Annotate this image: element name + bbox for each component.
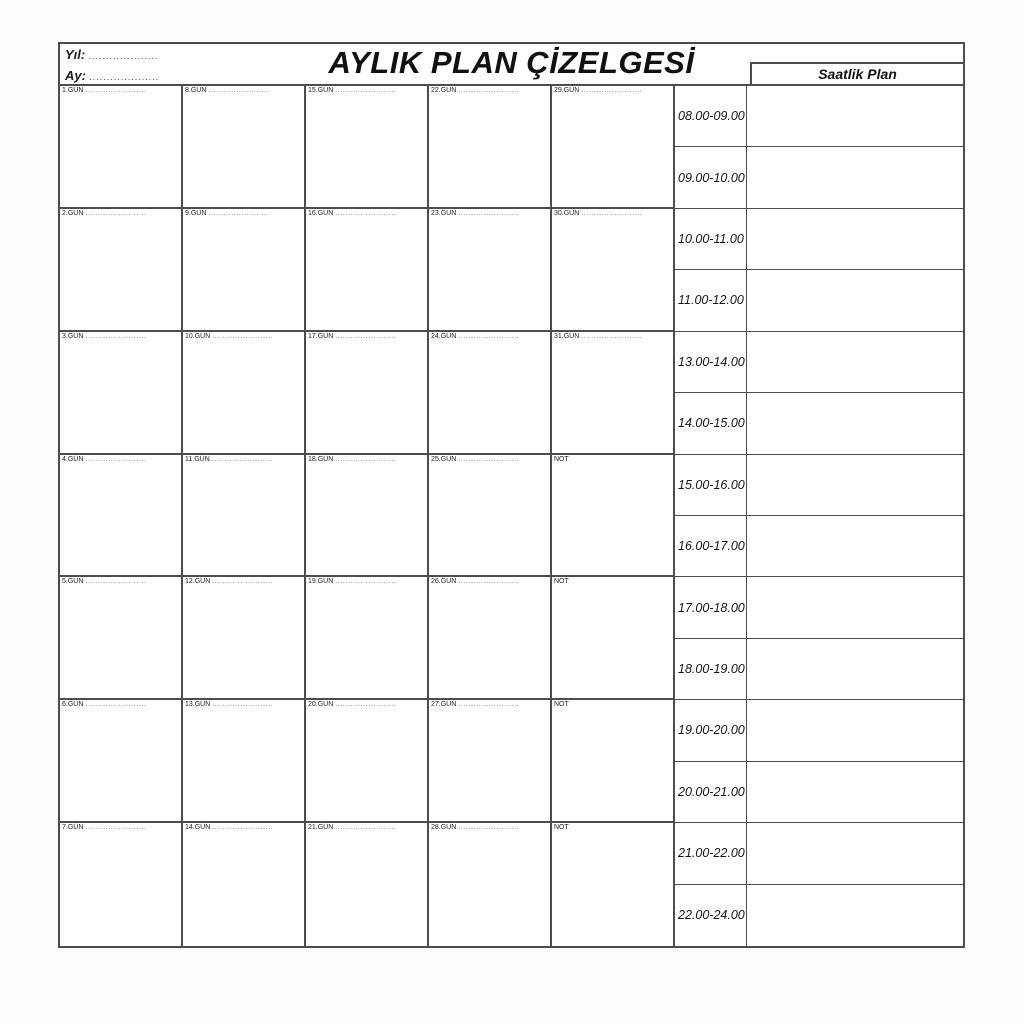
day-cell-8: [183, 86, 306, 209]
day-writein-line: ........................: [208, 209, 270, 217]
day-cell-17: [306, 332, 429, 455]
day-writein-line: ........................: [212, 332, 274, 340]
hourly-plan-cell: [747, 885, 963, 946]
hourly-plan-cell: [747, 332, 963, 393]
day-writein-line: ........................: [85, 455, 147, 463]
day-cell-29: [552, 86, 675, 209]
note-label: NOT: [554, 578, 569, 586]
day-label: 20.GÜN: [308, 701, 334, 709]
day-cell-24: [429, 332, 552, 455]
day-writein-line: ........................: [211, 455, 273, 463]
day-cell-27: [429, 700, 552, 823]
note-cell: [552, 455, 675, 578]
day-writein-line: ........................: [335, 824, 397, 832]
day-writein-line: ........................: [212, 824, 274, 832]
day-label: 14.GÜN: [185, 824, 211, 832]
day-writein-line: ........................: [458, 332, 520, 340]
day-writein-line: ........................: [581, 332, 643, 340]
day-label: 30.GÜN: [554, 209, 580, 217]
day-writein-line: ........................: [85, 332, 147, 340]
day-cell-3: [60, 332, 183, 455]
hourly-plan-cell: [747, 86, 963, 147]
day-cell-20: [306, 700, 429, 823]
day-label: 15.GÜN: [308, 87, 334, 94]
day-grid: [60, 86, 675, 946]
day-cell-9: [183, 209, 306, 332]
hourly-plan-cell: [747, 270, 963, 331]
day-writein-line: ........................: [458, 455, 520, 463]
time-slot-label: 08.00-09.00: [675, 86, 747, 147]
day-cell-11: [183, 455, 306, 578]
day-label: 3.GÜN: [62, 332, 84, 340]
day-writein-line: ........................: [212, 701, 274, 709]
day-cell-30: [552, 209, 675, 332]
day-label: 10.GÜN: [185, 332, 211, 340]
day-cell-26: [429, 577, 552, 700]
note-label: NOT: [554, 701, 569, 709]
day-label: 31.GÜN: [554, 332, 580, 340]
day-label: 23.GÜN: [431, 209, 457, 217]
day-label: 4.GÜN: [62, 455, 84, 463]
day-label: 28.GÜN: [431, 824, 457, 832]
day-writein-line: ........................: [458, 209, 520, 217]
day-label: 24.GÜN: [431, 332, 457, 340]
time-slot-label: 22.00-24.00: [675, 885, 747, 946]
day-label: 11.GÜN: [185, 455, 210, 463]
year-writein-line: ....................: [88, 51, 159, 61]
day-label: 1.GÜN: [62, 87, 84, 94]
month-label: Ay:: [65, 68, 86, 83]
year-label: Yıl:: [65, 47, 86, 62]
time-slot-label: 09.00-10.00: [675, 147, 747, 208]
day-label: 18.GÜN: [308, 455, 334, 463]
time-slot-label: 16.00-17.00: [675, 516, 747, 577]
note-cell: [552, 577, 675, 700]
hourly-plan-cell: [747, 700, 963, 761]
day-cell-16: [306, 209, 429, 332]
day-label: 9.GÜN: [185, 209, 207, 217]
day-writein-line: ........................: [208, 87, 270, 94]
day-writein-line: ........................: [581, 87, 643, 94]
day-label: 13.GÜN: [185, 701, 211, 709]
day-writein-line: ........................: [212, 578, 274, 586]
sheet-header: [60, 44, 963, 86]
time-slot-label: 17.00-18.00: [675, 577, 747, 638]
time-slot-label: 20.00-21.00: [675, 762, 747, 823]
time-slot-column: [675, 86, 747, 946]
day-cell-7: [60, 823, 183, 946]
day-writein-line: ........................: [335, 455, 397, 463]
plan-grid: [60, 86, 963, 946]
day-cell-28: [429, 823, 552, 946]
time-slot-label: 11.00-12.00: [675, 270, 747, 331]
day-writein-line: ........................: [85, 578, 147, 586]
day-label: 22.GÜN: [431, 87, 457, 94]
note-label: NOT: [554, 455, 569, 463]
time-slot-label: 18.00-19.00: [675, 639, 747, 700]
hourly-plan-cell: [747, 762, 963, 823]
hourly-plan-cell: [747, 147, 963, 208]
note-cell: [552, 823, 675, 946]
hourly-plan-column: [747, 86, 963, 946]
hourly-plan-cell: [747, 577, 963, 638]
day-cell-2: [60, 209, 183, 332]
day-label: 21.GÜN: [308, 824, 334, 832]
day-writein-line: ........................: [85, 87, 147, 94]
day-cell-1: [60, 86, 183, 209]
day-cell-4: [60, 455, 183, 578]
day-label: 7.GÜN: [62, 824, 84, 832]
time-slot-label: 15.00-16.00: [675, 455, 747, 516]
day-writein-line: ........................: [458, 824, 520, 832]
time-slot-label: 19.00-20.00: [675, 700, 747, 761]
day-label: 25.GÜN: [431, 455, 457, 463]
day-cell-6: [60, 700, 183, 823]
time-slot-label: 21.00-22.00: [675, 823, 747, 884]
day-label: 17.GÜN: [308, 332, 334, 340]
hourly-plan-cell: [747, 823, 963, 884]
day-cell-13: [183, 700, 306, 823]
hourly-plan-cell: [747, 516, 963, 577]
day-cell-18: [306, 455, 429, 578]
day-writein-line: ........................: [335, 332, 397, 340]
day-writein-line: ........................: [85, 824, 147, 832]
day-writein-line: ........................: [335, 87, 397, 94]
day-label: 8.GÜN: [185, 87, 207, 94]
day-label: 12.GÜN: [185, 578, 211, 586]
hourly-plan-header: Saatlik Plan: [750, 62, 963, 84]
day-writein-line: ........................: [581, 209, 643, 217]
day-label: 6.GÜN: [62, 701, 84, 709]
hourly-plan-cell: [747, 639, 963, 700]
day-writein-line: ........................: [335, 578, 397, 586]
day-writein-line: ........................: [85, 701, 147, 709]
note-cell: [552, 700, 675, 823]
day-writein-line: ........................: [458, 578, 520, 586]
day-writein-line: ........................: [335, 209, 397, 217]
day-cell-14: [183, 823, 306, 946]
day-writein-line: ........................: [335, 701, 397, 709]
day-writein-line: ........................: [458, 701, 520, 709]
day-writein-line: ........................: [85, 209, 147, 217]
time-slot-label: 14.00-15.00: [675, 393, 747, 454]
note-label: NOT: [554, 824, 569, 832]
day-cell-22: [429, 86, 552, 209]
day-cell-5: [60, 577, 183, 700]
month-writein-line: ....................: [89, 72, 160, 82]
time-slot-label: 10.00-11.00: [675, 209, 747, 270]
day-label: 29.GÜN: [554, 87, 580, 94]
day-cell-19: [306, 577, 429, 700]
day-cell-12: [183, 577, 306, 700]
day-label: 16.GÜN: [308, 209, 334, 217]
hourly-plan-cell: [747, 393, 963, 454]
day-cell-10: [183, 332, 306, 455]
day-cell-15: [306, 86, 429, 209]
monthly-plan-sheet: [58, 42, 965, 948]
day-label: 19.GÜN: [308, 578, 334, 586]
day-label: 2.GÜN: [62, 209, 84, 217]
time-slot-label: 13.00-14.00: [675, 332, 747, 393]
page-title: AYLIK PLAN ÇİZELGESİ: [328, 45, 695, 80]
day-label: 5.GÜN: [62, 578, 84, 586]
day-cell-25: [429, 455, 552, 578]
day-cell-23: [429, 209, 552, 332]
hourly-plan-cell: [747, 455, 963, 516]
day-cell-31: [552, 332, 675, 455]
day-cell-21: [306, 823, 429, 946]
hourly-plan-cell: [747, 209, 963, 270]
day-label: 26.GÜN: [431, 578, 457, 586]
day-writein-line: ........................: [458, 87, 520, 94]
day-label: 27.GÜN: [431, 701, 457, 709]
